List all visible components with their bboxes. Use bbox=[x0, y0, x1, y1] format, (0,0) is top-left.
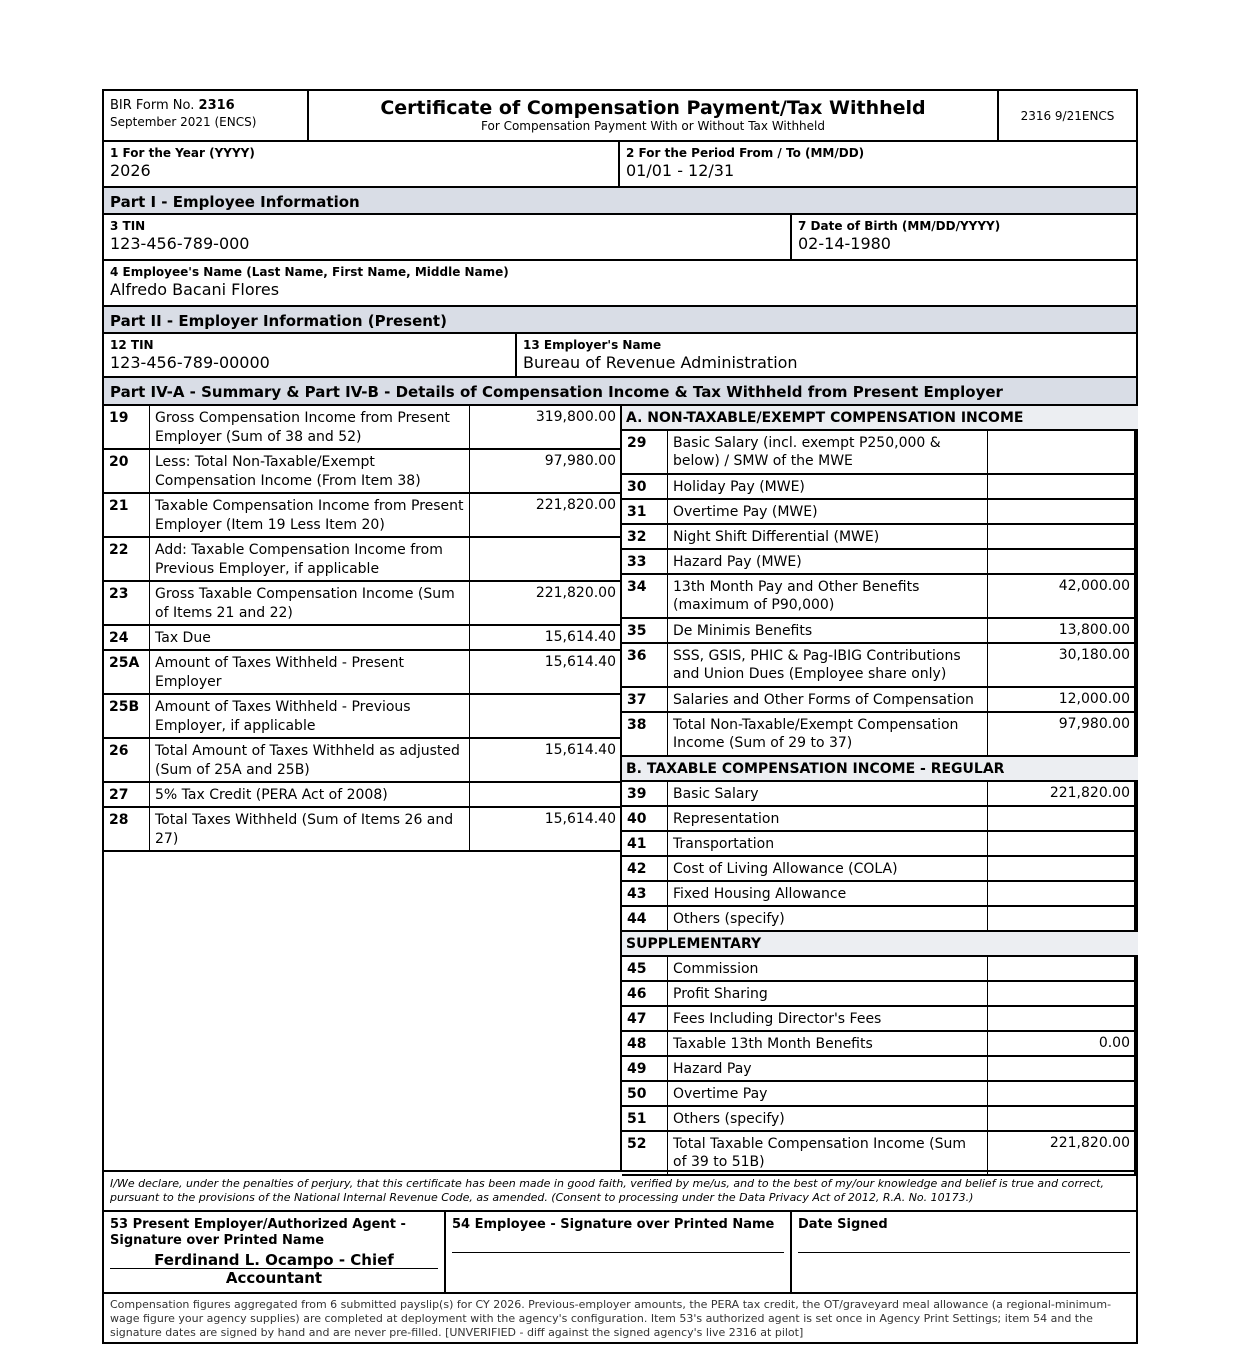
item-amount[interactable] bbox=[470, 695, 620, 737]
item-number: 41 bbox=[622, 832, 668, 855]
item-description: De Minimis Benefits bbox=[668, 619, 988, 642]
item-description: Others (specify) bbox=[668, 907, 988, 930]
line-item-row bbox=[622, 525, 1136, 550]
section-b-heading: B. TAXABLE COMPENSATION INCOME - REGULAR bbox=[622, 757, 1138, 782]
line-item-row bbox=[104, 783, 620, 808]
item-description: Night Shift Differential (MWE) bbox=[668, 525, 988, 548]
item-description: Overtime Pay bbox=[668, 1082, 988, 1105]
item-amount[interactable] bbox=[470, 783, 620, 806]
item-amount[interactable] bbox=[988, 957, 1136, 980]
part4-heading: Part IV-A - Summary & Part IV-B - Details of Compensation Income & Tax Withheld from Present Employer bbox=[104, 376, 1136, 404]
item-number: 24 bbox=[104, 626, 150, 649]
item-number: 46 bbox=[622, 982, 668, 1005]
item-description: SSS, GSIS, PHIC & Pag-IBIG Contributions and Union Dues (Employee share only) bbox=[668, 644, 988, 686]
item-description: Total Taxable Compensation Income (Sum of 39 to 51B) bbox=[668, 1132, 988, 1174]
item-number: 30 bbox=[622, 475, 668, 498]
item-number: 32 bbox=[622, 525, 668, 548]
item-number: 34 bbox=[622, 575, 668, 617]
employer-tin-label: 12 TIN bbox=[110, 338, 154, 352]
item-description: Hazard Pay (MWE) bbox=[668, 550, 988, 573]
item-description: Cost of Living Allowance (COLA) bbox=[668, 857, 988, 880]
line-item-row bbox=[104, 406, 620, 450]
supplementary-heading: SUPPLEMENTARY bbox=[622, 932, 1138, 957]
employee-name-row bbox=[104, 259, 1136, 305]
item-number: 42 bbox=[622, 857, 668, 880]
line-item-row bbox=[622, 431, 1136, 475]
line-item-row bbox=[104, 651, 620, 695]
item-amount[interactable]: 15,614.40 bbox=[544, 654, 616, 670]
item-amount[interactable]: 13,800.00 bbox=[988, 619, 1136, 642]
item-number: 28 bbox=[104, 808, 150, 850]
item-description: 13th Month Pay and Other Benefits (maximum of P90,000) bbox=[668, 575, 988, 617]
item-amount[interactable]: 221,820.00 bbox=[988, 782, 1136, 805]
item-number: 29 bbox=[622, 431, 668, 473]
item-amount[interactable] bbox=[988, 982, 1136, 1005]
item-amount[interactable]: 97,980.00 bbox=[988, 713, 1136, 755]
line-item-row bbox=[622, 832, 1136, 857]
item-number: 26 bbox=[104, 739, 150, 781]
item-amount[interactable]: 97,980.00 bbox=[544, 453, 616, 469]
employer-signature-box bbox=[104, 1212, 446, 1292]
section-a-heading: A. NON-TAXABLE/EXEMPT COMPENSATION INCOME bbox=[622, 406, 1138, 431]
item-description: Overtime Pay (MWE) bbox=[668, 500, 988, 523]
summary-column bbox=[104, 406, 620, 852]
item-amount[interactable] bbox=[988, 882, 1136, 905]
item-amount[interactable]: 319,800.00 bbox=[535, 409, 616, 425]
period-label: 2 For the Period From / To (MM/DD) bbox=[626, 146, 865, 160]
item-description: Gross Compensation Income from Present Employer (Sum of 38 and 52) bbox=[150, 406, 470, 448]
line-item-row bbox=[622, 1057, 1136, 1082]
item-description: Holiday Pay (MWE) bbox=[668, 475, 988, 498]
line-item-row bbox=[622, 957, 1136, 982]
item-amount[interactable]: 30,180.00 bbox=[988, 644, 1136, 686]
employee-signature-box bbox=[446, 1212, 792, 1292]
line-item-row bbox=[104, 538, 620, 582]
line-item-row bbox=[622, 807, 1136, 832]
dob-value: 02-14-1980 bbox=[798, 234, 891, 253]
part4-grid bbox=[104, 404, 1136, 1170]
item-number: 36 bbox=[622, 644, 668, 686]
employer-name-label: 13 Employer's Name bbox=[523, 338, 662, 352]
item-amount[interactable] bbox=[988, 525, 1136, 548]
employer-name-field bbox=[517, 334, 1136, 376]
employee-tin-field bbox=[104, 215, 792, 259]
item-number: 49 bbox=[622, 1057, 668, 1080]
item-number: 37 bbox=[622, 688, 668, 711]
line-item-row bbox=[622, 782, 1136, 807]
item-description: 5% Tax Credit (PERA Act of 2008) bbox=[150, 783, 470, 806]
item-description: Total Amount of Taxes Withheld as adjusted (Sum of 25A and 25B) bbox=[150, 739, 470, 781]
item-number: 47 bbox=[622, 1007, 668, 1030]
part2-heading: Part II - Employer Information (Present) bbox=[104, 305, 1136, 332]
form-number-box bbox=[104, 91, 309, 140]
details-column bbox=[620, 406, 1138, 1172]
item-description: Amount of Taxes Withheld - Previous Employer, if applicable bbox=[150, 695, 470, 737]
line-item-row bbox=[622, 688, 1136, 713]
line-item-row bbox=[104, 626, 620, 651]
employee-signature-line[interactable] bbox=[452, 1252, 784, 1253]
item-amount[interactable] bbox=[470, 538, 620, 580]
employee-tin-value: 123-456-789-000 bbox=[110, 234, 250, 253]
item-amount[interactable] bbox=[988, 1082, 1136, 1105]
item-amount[interactable]: 12,000.00 bbox=[988, 688, 1136, 711]
item-number: 40 bbox=[622, 807, 668, 830]
period-row bbox=[104, 140, 1136, 186]
line-item-row bbox=[622, 982, 1136, 1007]
date-signed-label: Date Signed bbox=[798, 1217, 888, 1232]
item-description: Taxable Compensation Income from Present Employer (Item 19 Less Item 20) bbox=[150, 494, 470, 536]
date-signed-box bbox=[792, 1212, 1136, 1292]
form-date: September 2021 (ENCS) bbox=[110, 115, 257, 129]
item-number: 23 bbox=[104, 582, 150, 624]
form-no: 2316 bbox=[198, 98, 235, 113]
form-title-box bbox=[309, 91, 999, 140]
line-item-row bbox=[622, 1032, 1136, 1057]
item-number: 25A bbox=[104, 651, 150, 693]
line-item-row bbox=[622, 713, 1136, 757]
item-description: Commission bbox=[668, 957, 988, 980]
item-amount[interactable] bbox=[988, 907, 1136, 930]
item-description: Fixed Housing Allowance bbox=[668, 882, 988, 905]
year-field bbox=[104, 142, 620, 186]
item-description: Total Non-Taxable/Exempt Compensation Income (Sum of 29 to 37) bbox=[668, 713, 988, 755]
item-description: Basic Salary (incl. exempt P250,000 & below) / SMW of the MWE bbox=[668, 431, 988, 473]
line-item-row bbox=[622, 857, 1136, 882]
item-description: Salaries and Other Forms of Compensation bbox=[668, 688, 988, 711]
item-amount[interactable]: 15,614.40 bbox=[544, 811, 616, 827]
line-item-row bbox=[104, 739, 620, 783]
item-description: Transportation bbox=[668, 832, 988, 855]
form-no-label: BIR Form No. bbox=[110, 98, 195, 113]
line-item-row bbox=[622, 475, 1136, 500]
item-amount[interactable]: 0.00 bbox=[988, 1032, 1136, 1055]
item-number: 45 bbox=[622, 957, 668, 980]
dob-field bbox=[792, 215, 1136, 259]
item-number: 44 bbox=[622, 907, 668, 930]
part1-heading: Part I - Employee Information bbox=[104, 186, 1136, 213]
item-amount[interactable] bbox=[988, 475, 1136, 498]
item-amount[interactable]: 221,820.00 bbox=[535, 497, 616, 513]
item-amount[interactable]: 42,000.00 bbox=[988, 575, 1136, 617]
item-amount[interactable] bbox=[988, 431, 1136, 473]
bir-form-2316 bbox=[102, 89, 1138, 1344]
item-amount[interactable] bbox=[988, 1057, 1136, 1080]
line-item-row bbox=[622, 500, 1136, 525]
item-description: Representation bbox=[668, 807, 988, 830]
line-item-row bbox=[622, 907, 1136, 932]
line-item-row bbox=[622, 1132, 1136, 1176]
item-description: Taxable 13th Month Benefits bbox=[668, 1032, 988, 1055]
item-number: 33 bbox=[622, 550, 668, 573]
item-number: 21 bbox=[104, 494, 150, 536]
item-description: Fees Including Director's Fees bbox=[668, 1007, 988, 1030]
item-description: Amount of Taxes Withheld - Present Employer bbox=[150, 651, 470, 693]
form-title: Certificate of Compensation Payment/Tax Withheld bbox=[380, 97, 926, 119]
item-description: Gross Taxable Compensation Income (Sum of Items 21 and 22) bbox=[150, 582, 470, 624]
item-amount[interactable] bbox=[988, 1007, 1136, 1030]
line-item-row bbox=[622, 882, 1136, 907]
item-number: 27 bbox=[104, 783, 150, 806]
item-description: Tax Due bbox=[150, 626, 470, 649]
item-description: Total Taxes Withheld (Sum of Items 26 and 27) bbox=[150, 808, 470, 850]
item-amount[interactable] bbox=[988, 832, 1136, 855]
employee-tin-row bbox=[104, 213, 1136, 259]
line-item-row bbox=[104, 582, 620, 626]
line-item-row bbox=[104, 695, 620, 739]
line-item-row bbox=[622, 619, 1136, 644]
item-amount[interactable] bbox=[988, 807, 1136, 830]
item-description: Others (specify) bbox=[668, 1107, 988, 1130]
line-item-row bbox=[622, 575, 1136, 619]
item-number: 38 bbox=[622, 713, 668, 755]
item-amount[interactable]: 15,614.40 bbox=[544, 742, 616, 758]
line-item-row bbox=[622, 1007, 1136, 1032]
item-number: 25B bbox=[104, 695, 150, 737]
employer-tin-field bbox=[104, 334, 517, 376]
line-item-row bbox=[104, 494, 620, 538]
line-item-row bbox=[622, 1107, 1136, 1132]
period-field bbox=[620, 142, 1136, 186]
line-item-row bbox=[622, 644, 1136, 688]
year-value: 2026 bbox=[110, 161, 151, 180]
employee-tin-label: 3 TIN bbox=[110, 219, 146, 233]
item-number: 51 bbox=[622, 1107, 668, 1130]
item-number: 50 bbox=[622, 1082, 668, 1105]
item-number: 39 bbox=[622, 782, 668, 805]
employee-name-label: 4 Employee's Name (Last Name, First Name, Middle Name) bbox=[110, 265, 509, 279]
item-amount[interactable] bbox=[988, 1107, 1136, 1130]
line-item-row bbox=[104, 808, 620, 852]
employer-name-value: Bureau of Revenue Administration bbox=[523, 353, 798, 372]
employer-row bbox=[104, 332, 1136, 376]
year-label: 1 For the Year (YYYY) bbox=[110, 146, 255, 160]
item-description: Hazard Pay bbox=[668, 1057, 988, 1080]
form-header bbox=[104, 91, 1136, 140]
line-item-row bbox=[622, 1082, 1136, 1107]
dob-label: 7 Date of Birth (MM/DD/YYYY) bbox=[798, 219, 1001, 233]
item-amount[interactable] bbox=[988, 500, 1136, 523]
item-number: 52 bbox=[622, 1132, 668, 1174]
date-signed-line[interactable] bbox=[798, 1252, 1130, 1253]
item-description: Profit Sharing bbox=[668, 982, 988, 1005]
item-amount[interactable]: 221,820.00 bbox=[535, 585, 616, 601]
item-number: 31 bbox=[622, 500, 668, 523]
item-number: 19 bbox=[104, 406, 150, 448]
employer-signatory-name: Ferdinand L. Ocampo - Chief Accountant bbox=[154, 1251, 394, 1287]
form-code: 2316 9/21ENCS bbox=[1020, 108, 1115, 123]
footnote: Compensation figures aggregated from 6 submitted payslip(s) for CY 2026. Previous-employer amounts, the PERA tax credit, the OT/graveyard meal allowance (a regional-minimum-wage figure your agency supplies) are completed at deployment with the agency's configuration. Item 53's authorized agent is set once in Agency Print Settings; item 54 and the signature dates are signed by hand and are never pre-filled. [UNVERIFIED - diff against the signed agency's live 2316 at pilot] bbox=[104, 1292, 1136, 1342]
item-number: 35 bbox=[622, 619, 668, 642]
item-number: 48 bbox=[622, 1032, 668, 1055]
item-amount[interactable] bbox=[988, 857, 1136, 880]
item-number: 43 bbox=[622, 882, 668, 905]
item-description: Add: Taxable Compensation Income from Previous Employer, if applicable bbox=[150, 538, 470, 580]
item-amount[interactable]: 221,820.00 bbox=[988, 1132, 1136, 1174]
employee-signature-label: 54 Employee - Signature over Printed Name bbox=[452, 1217, 775, 1232]
employee-name-value: Alfredo Bacani Flores bbox=[110, 280, 280, 299]
declaration: I/We declare, under the penalties of perjury, that this certificate has been made in good faith, verified by me/us, and to the best of my/our knowledge and belief is true and correct, pursuant to the provisions of the National Internal Revenue Code, as amended. (Consent to processing under the Data Privacy Act of 2012, R.A. No. 10173.) bbox=[104, 1170, 1136, 1210]
line-item-row bbox=[622, 550, 1136, 575]
period-value: 01/01 - 12/31 bbox=[626, 161, 735, 180]
item-number: 20 bbox=[104, 450, 150, 492]
line-item-row bbox=[104, 450, 620, 494]
item-description: Basic Salary bbox=[668, 782, 988, 805]
item-amount[interactable] bbox=[988, 550, 1136, 573]
signature-row bbox=[104, 1210, 1136, 1292]
employee-name-field bbox=[104, 261, 1136, 305]
employer-tin-value: 123-456-789-00000 bbox=[110, 353, 270, 372]
employer-signature-label: 53 Present Employer/Authorized Agent - Signature over Printed Name bbox=[110, 1217, 406, 1248]
item-number: 22 bbox=[104, 538, 150, 580]
form-subtitle: For Compensation Payment With or Without Tax Withheld bbox=[481, 119, 825, 133]
item-description: Less: Total Non-Taxable/Exempt Compensation Income (From Item 38) bbox=[150, 450, 470, 492]
item-amount[interactable]: 15,614.40 bbox=[544, 629, 616, 645]
